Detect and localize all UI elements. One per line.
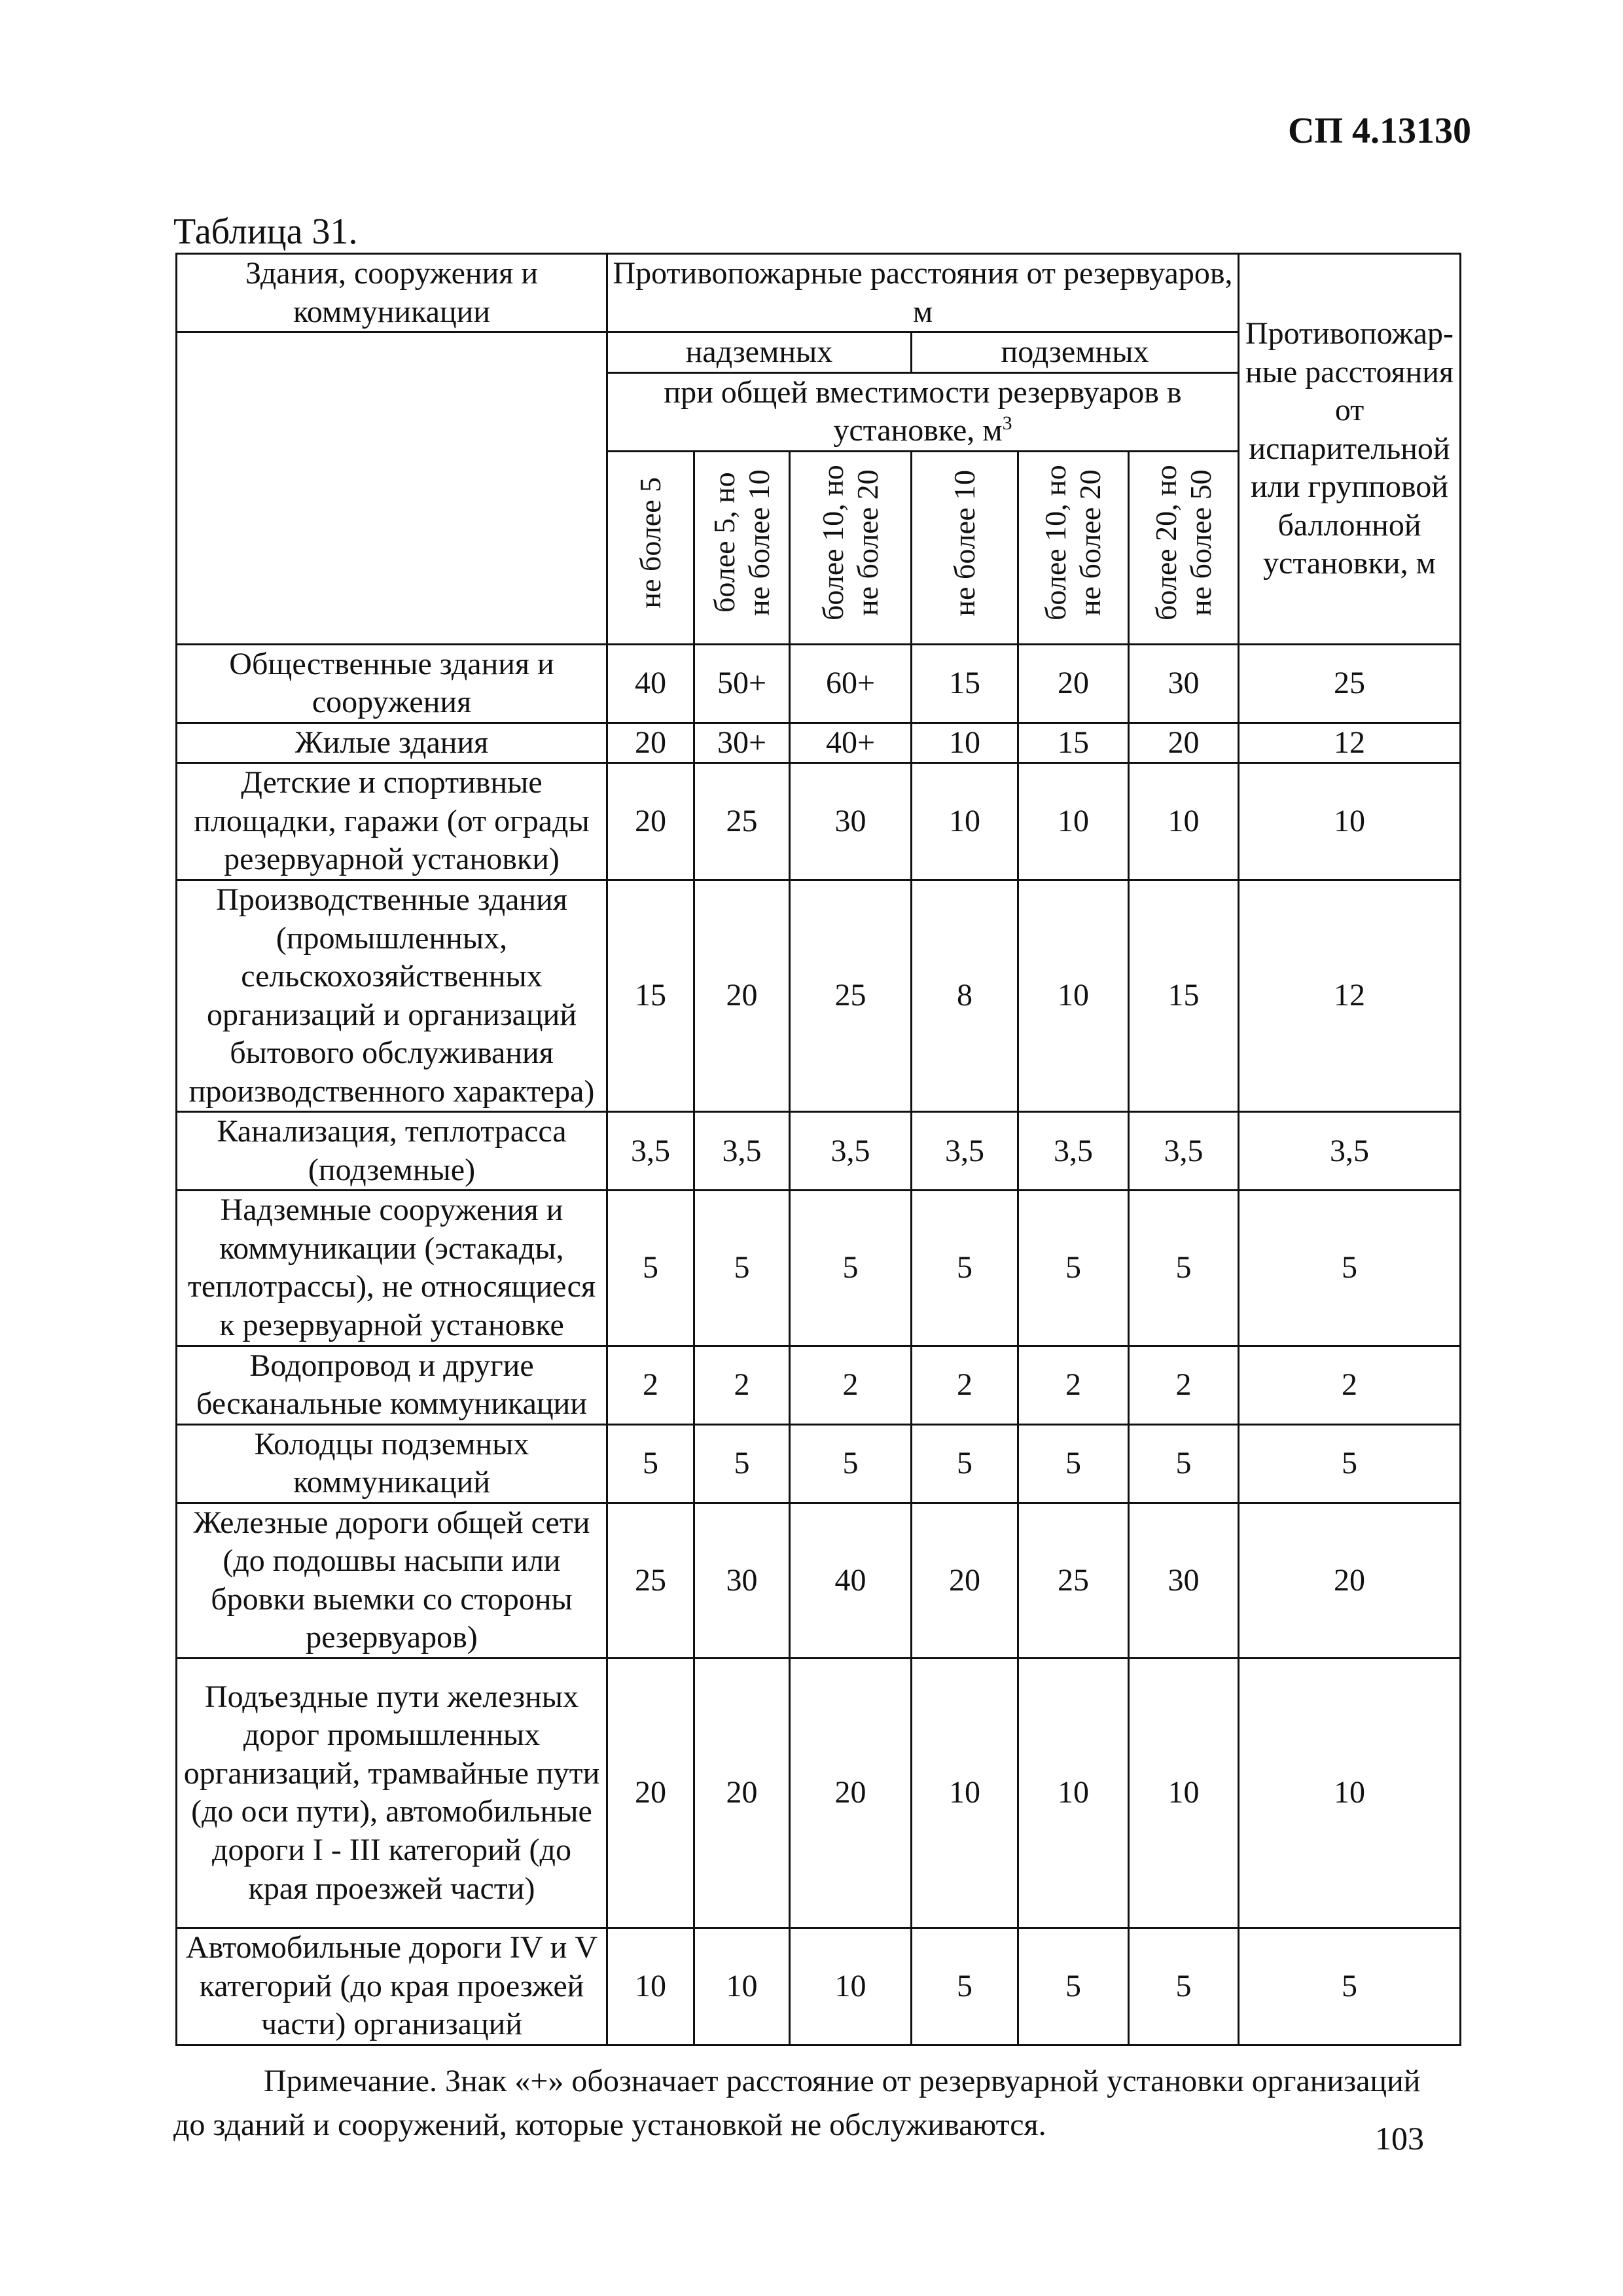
row-value: 10: [1018, 763, 1129, 880]
row-value: 5: [1129, 1424, 1239, 1503]
row-value: 30: [1129, 1503, 1239, 1658]
row-value: 25: [1018, 1503, 1129, 1658]
row-value: 25: [694, 763, 790, 880]
row-value: 20: [790, 1658, 912, 1928]
row-value: 20: [694, 880, 790, 1112]
row-value: 2: [1129, 1346, 1239, 1424]
row-value: 10: [1239, 1658, 1461, 1928]
row-label: Подъездные пути железных дорог промышленных организаций, трамвайные пути (до оси пути), автомобильные дороги I - III категорий (до края проезжей части): [177, 1658, 607, 1928]
header-capacity-col-6: [1129, 451, 1239, 644]
row-value: 10: [1018, 880, 1129, 1112]
row-value: 3,5: [1018, 1112, 1129, 1191]
header-distances-from-tanks: Противопожарные расстояния от резервуаров, м: [607, 254, 1239, 332]
header-capacity-col-2: [694, 451, 790, 644]
header-underground: подземных: [912, 332, 1239, 373]
row-value: 2: [694, 1346, 790, 1424]
row-value: 10: [912, 763, 1018, 880]
row-value: 5: [1018, 1424, 1129, 1503]
header-buildings: Здания, сооружения и коммуникации: [177, 254, 607, 332]
row-value: 5: [607, 1191, 694, 1346]
row-value: 40+: [790, 723, 912, 763]
cubic-exponent: 3: [1002, 412, 1012, 435]
row-value: 2: [912, 1346, 1018, 1424]
header-above-ground: надземных: [607, 332, 912, 373]
header-capacity-col-3: [790, 451, 912, 644]
row-value: 20: [607, 1658, 694, 1928]
note-line-2: до зданий и сооружений, которые установкой не обслуживаются.: [173, 2108, 1046, 2143]
row-value: 10: [1239, 763, 1461, 880]
row-value: 40: [790, 1503, 912, 1658]
header-total-capacity: [607, 372, 1239, 451]
table-row: [177, 1928, 1461, 2045]
row-value: 10: [912, 723, 1018, 763]
row-value: 10: [694, 1928, 790, 2045]
capacity-col-label: более 5, но не более 10: [707, 469, 776, 617]
row-value: 8: [912, 880, 1018, 1112]
page-number: 103: [1375, 2120, 1424, 2157]
row-value: 10: [912, 1658, 1018, 1928]
header-blank-cell: [177, 332, 607, 645]
row-value: 20: [607, 763, 694, 880]
row-value: 10: [1018, 1658, 1129, 1928]
header-row-1: [177, 254, 1461, 332]
row-label: Автомобильные дороги IV и V категорий (до края проезжей части) организаций: [177, 1928, 607, 2045]
row-value: 25: [790, 880, 912, 1112]
fire-distance-table: [175, 253, 1461, 2046]
row-value: 12: [1239, 880, 1461, 1112]
row-value: 5: [694, 1191, 790, 1346]
row-label: Жилые здания: [177, 723, 607, 763]
header-capacity-col-1: [607, 451, 694, 644]
table-row: [177, 1658, 1461, 1928]
row-value: 25: [607, 1503, 694, 1658]
row-value: 25: [1239, 644, 1461, 723]
row-value: 5: [1239, 1191, 1461, 1346]
row-label: Общественные здания и сооружения: [177, 644, 607, 723]
row-value: 5: [1239, 1424, 1461, 1503]
header-evaporator-distance: Противопожар-ные расстояния от испарительной или групповой баллонной установки, м: [1239, 254, 1461, 645]
capacity-col-label: не более 10: [947, 469, 981, 617]
row-label: Колодцы подземных коммуникаций: [177, 1424, 607, 1503]
table-row: [177, 1503, 1461, 1658]
row-value: 3,5: [694, 1112, 790, 1191]
row-value: 5: [1018, 1191, 1129, 1346]
row-value: 20: [1129, 723, 1239, 763]
row-value: 20: [694, 1658, 790, 1928]
row-value: 20: [607, 723, 694, 763]
row-value: 2: [1018, 1346, 1129, 1424]
row-value: 2: [790, 1346, 912, 1424]
row-value: 30+: [694, 723, 790, 763]
row-value: 40: [607, 644, 694, 723]
table-note: [173, 2059, 1472, 2147]
table-row: [177, 723, 1461, 763]
row-value: 10: [1129, 763, 1239, 880]
row-value: 30: [1129, 644, 1239, 723]
row-value: 5: [790, 1191, 912, 1346]
row-value: 3,5: [607, 1112, 694, 1191]
row-value: 3,5: [912, 1112, 1018, 1191]
capacity-col-label: более 10, но не более 20: [815, 465, 884, 621]
row-value: 20: [1239, 1503, 1461, 1658]
header-capacity-col-5: [1018, 451, 1129, 644]
row-value: 5: [790, 1424, 912, 1503]
row-label: Надземные сооружения и коммуникации (эстакады, теплотрассы), не относящиеся к резервуарной установке: [177, 1191, 607, 1346]
row-value: 5: [1129, 1191, 1239, 1346]
row-label: Производственные здания (промышленных, сельскохозяйственных организаций и организаций бытового обслуживания производственного характера): [177, 880, 607, 1112]
note-line-1: Примечание. Знак «+» обозначает расстояние от резервуарной установки организаций: [264, 2064, 1421, 2098]
row-value: 5: [1018, 1928, 1129, 2045]
table-row: [177, 1112, 1461, 1191]
row-value: 5: [694, 1424, 790, 1503]
table-row: [177, 1191, 1461, 1346]
row-value: 20: [912, 1503, 1018, 1658]
row-value: 5: [1129, 1928, 1239, 2045]
row-value: 30: [790, 763, 912, 880]
table-row: [177, 1346, 1461, 1424]
row-value: 10: [607, 1928, 694, 2045]
row-value: 2: [1239, 1346, 1461, 1424]
table-row: [177, 880, 1461, 1112]
row-value: 10: [790, 1928, 912, 2045]
row-value: 15: [607, 880, 694, 1112]
capacity-col-label: более 20, но не более 50: [1149, 465, 1217, 621]
table-row: [177, 763, 1461, 880]
table-row: [177, 1424, 1461, 1503]
row-value: 5: [912, 1191, 1018, 1346]
row-value: 15: [912, 644, 1018, 723]
row-value: 3,5: [1239, 1112, 1461, 1191]
row-value: 5: [1239, 1928, 1461, 2045]
row-value: 20: [1018, 644, 1129, 723]
header-capacity-col-4: [912, 451, 1018, 644]
row-value: 5: [912, 1424, 1018, 1503]
row-label: Канализация, теплотрасса (подземные): [177, 1112, 607, 1191]
table-row: [177, 644, 1461, 723]
row-label: Железные дороги общей сети (до подошвы насыпи или бровки выемки со стороны резервуаров): [177, 1503, 607, 1658]
row-label: Детские и спортивные площадки, гаражи (от ограды резервуарной установки): [177, 763, 607, 880]
row-value: 3,5: [790, 1112, 912, 1191]
document-code: СП 4.13130: [1288, 111, 1471, 151]
row-value: 12: [1239, 723, 1461, 763]
row-value: 5: [607, 1424, 694, 1503]
row-value: 15: [1129, 880, 1239, 1112]
row-value: 10: [1129, 1658, 1239, 1928]
row-value: 3,5: [1129, 1112, 1239, 1191]
row-value: 30: [694, 1503, 790, 1658]
row-value: 15: [1018, 723, 1129, 763]
row-value: 50+: [694, 644, 790, 723]
capacity-col-label: более 10, но не более 20: [1039, 465, 1107, 621]
total-capacity-text: при общей вместимости резервуаров в установке, м: [664, 374, 1182, 448]
table-caption: Таблица 31.: [173, 211, 358, 252]
row-label: Водопровод и другие бесканальные коммуникации: [177, 1346, 607, 1424]
row-value: 2: [607, 1346, 694, 1424]
row-value: 5: [912, 1928, 1018, 2045]
capacity-col-label: не более 5: [633, 477, 667, 609]
row-value: 60+: [790, 644, 912, 723]
